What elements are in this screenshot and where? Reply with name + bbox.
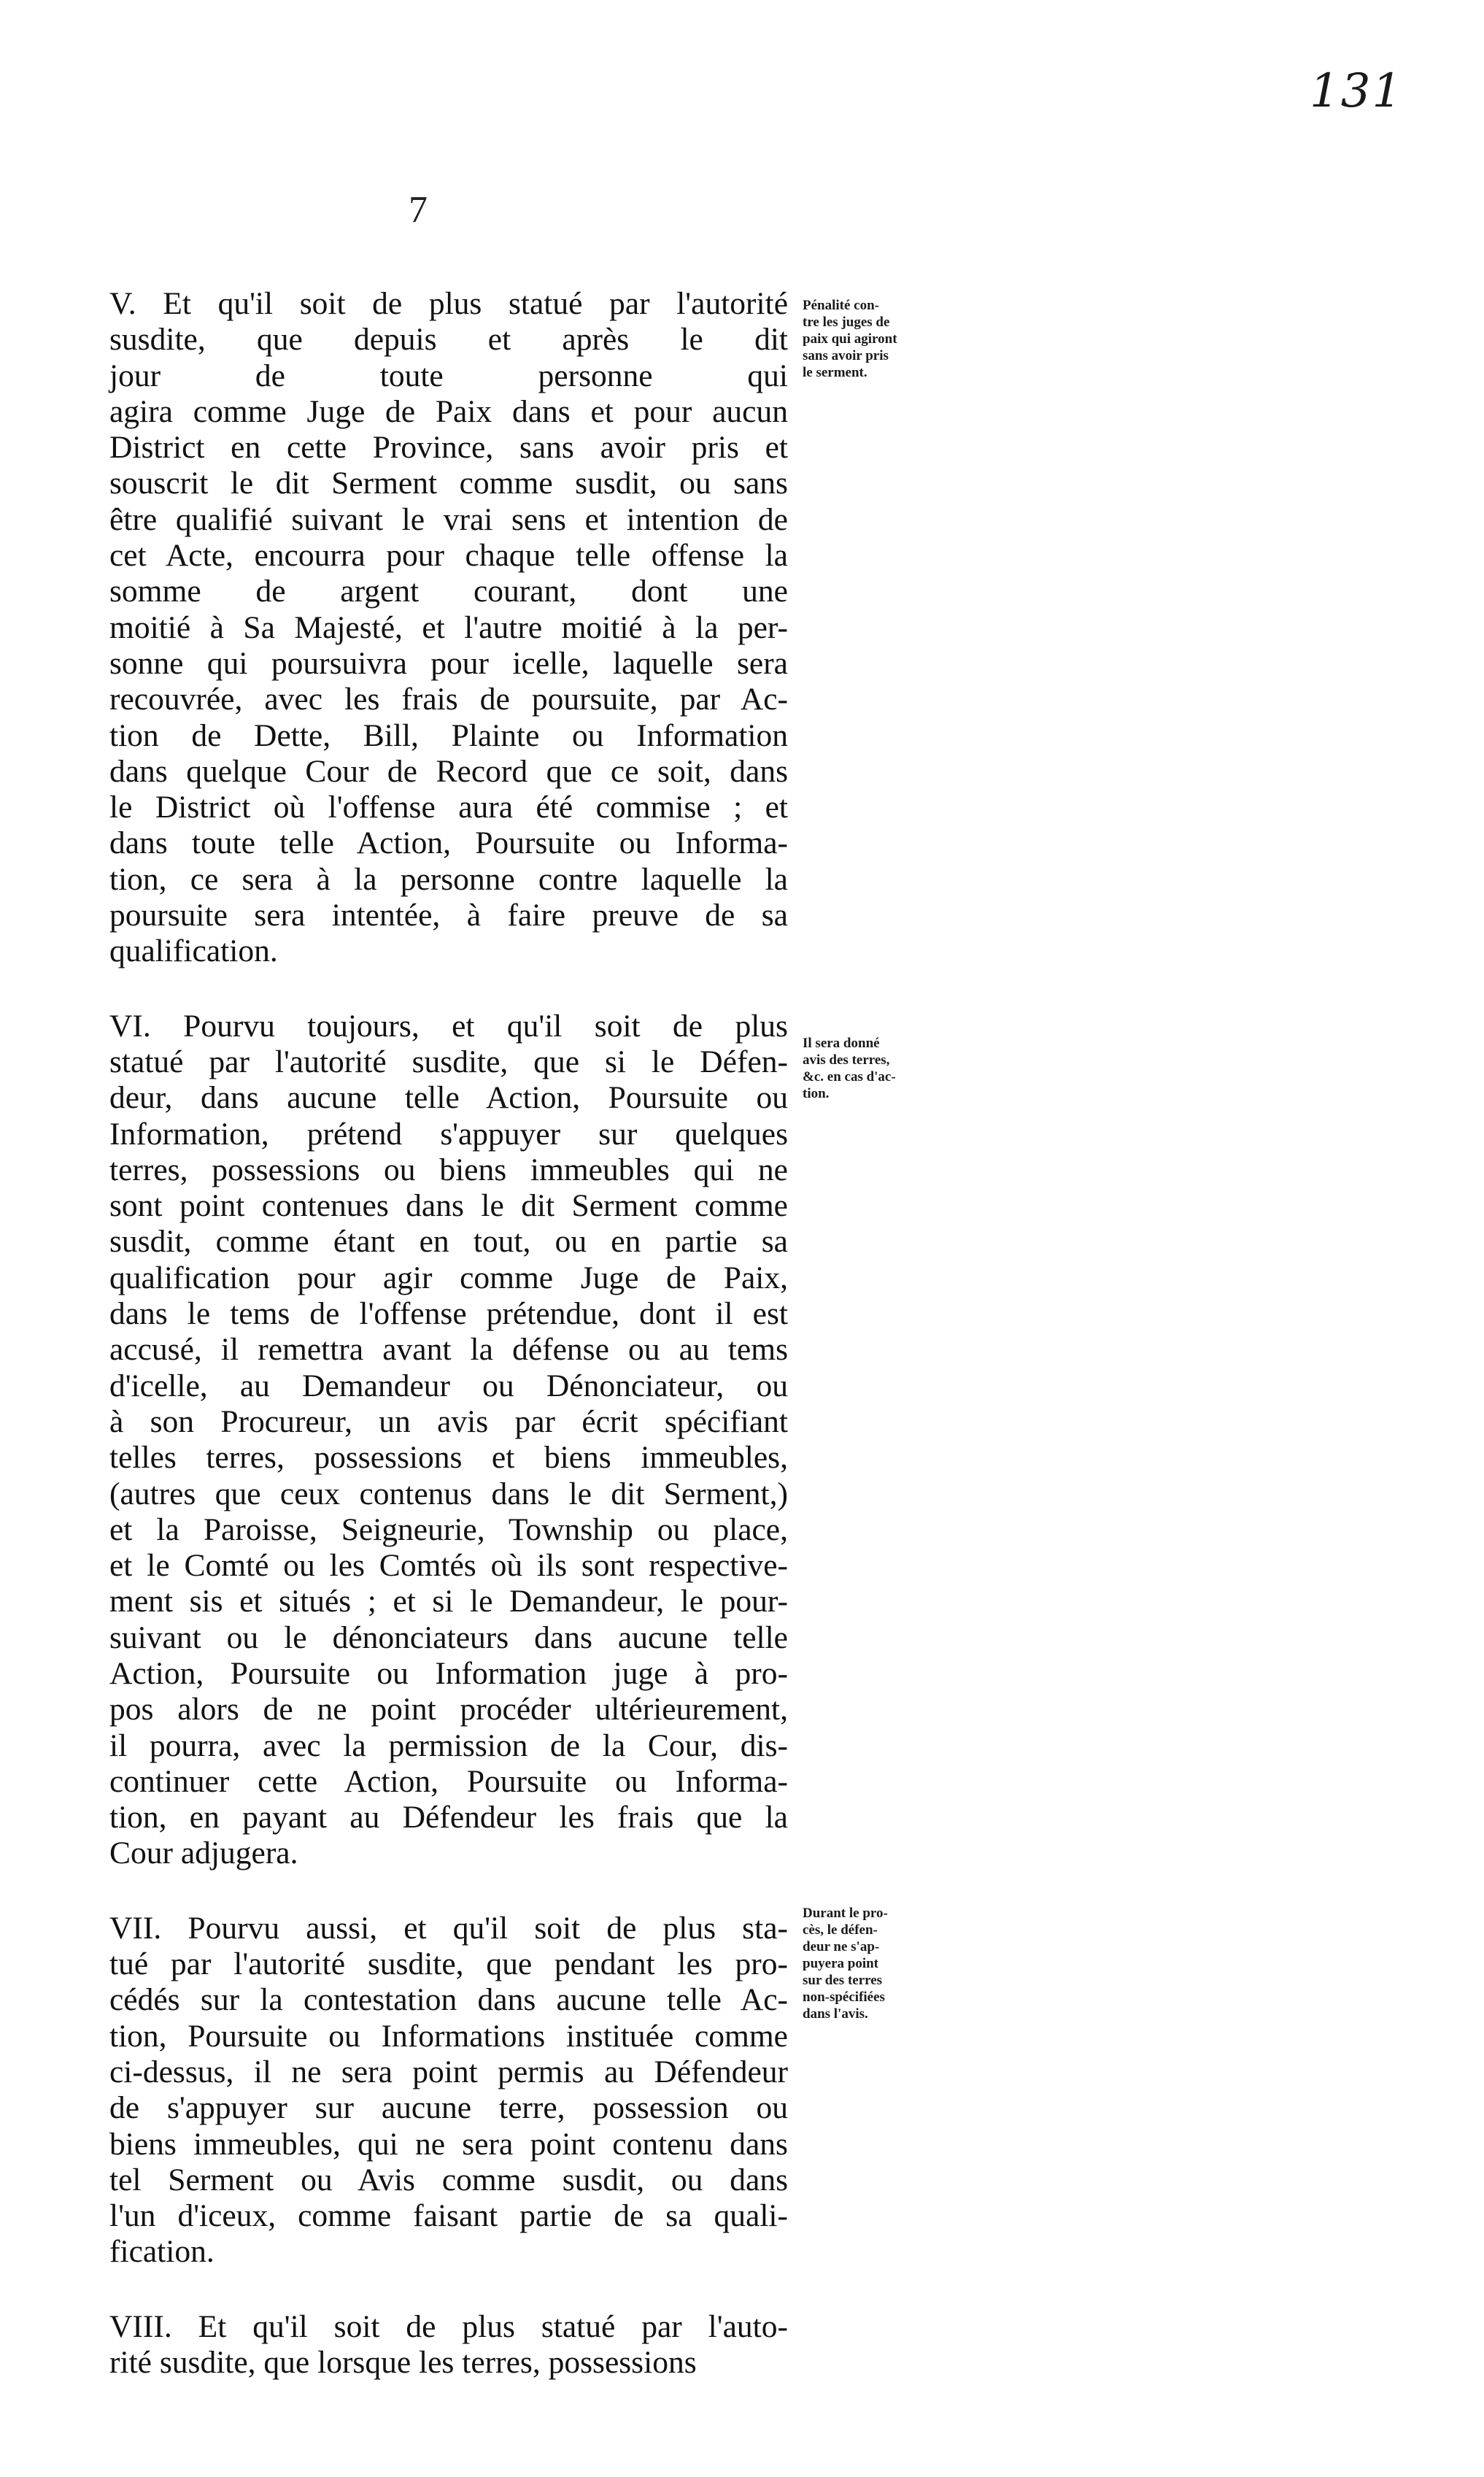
text-line: Cour adjugera. [109,1835,298,1871]
text-line: qualification pour agir comme Juge de Paix, [109,1260,788,1295]
text-line: dans quelque Cour de Record que ce soit, dans [109,753,788,789]
text-line: tel Serment ou Avis comme susdit, ou dans [109,2162,788,2197]
text-line: VI. Pourvu toujours, et qu'il soit de plus [109,1008,788,1044]
margin-note-line: paix qui agiront [803,331,897,347]
text-line: (autres que ceux contenus dans le dit Serment,) [109,1476,788,1511]
article-v [109,286,788,970]
text-line: accusé, il remettra avant la défense ou au tems [109,1332,788,1368]
margin-note-line: dans l'avis. [803,2006,868,2022]
margin-note-line: le serment. [803,365,867,380]
text-line: ment sis et situés ; et si le Demandeur, le pour- [109,1584,788,1619]
text-line: poursuite sera intentée, à faire preuve de sa [109,898,788,933]
text-line: agira comme Juge de Paix dans et pour aucun [109,393,788,429]
text-line: dans le tems de l'offense prétendue, dont il est [109,1296,788,1332]
margin-note-line: &c. en cas d'ac- [803,1069,896,1085]
text-line: deur, dans aucune telle Action, Poursuite ou [109,1080,788,1116]
text-line: le District où l'offense aura été commise ; et [109,790,788,825]
text-line: dans toute telle Action, Poursuite ou Informa- [109,825,788,861]
text-line: l'un d'iceux, comme faisant partie de sa quali- [109,2198,788,2234]
margin-note-line: sans avoir pris [803,348,889,363]
text-line: et le Comté ou les Comtés où ils sont respective- [109,1548,788,1584]
text-line: sont point contenues dans le dit Serment comme [109,1188,788,1224]
text-line: rité susdite, que lorsque les terres, possessions [109,2345,697,2381]
text-line: tion, ce sera à la personne contre laquelle la [109,861,788,897]
text-line: moitié à Sa Majesté, et l'autre moitié à la per- [109,609,788,645]
text-line: souscrit le dit Serment comme susdit, ou sans [109,466,788,501]
text-line: tion de Dette, Bill, Plainte ou Information [109,717,788,753]
text-line: susdite, que depuis et après le dit [109,322,788,358]
margin-note-penalty [803,297,897,381]
text-line: biens immeubles, qui ne sera point contenu dans [109,2126,788,2162]
text-line: Action, Poursuite ou Information juge à pro- [109,1655,788,1691]
text-line: cet Acte, encourra pour chaque telle offense la [109,538,788,574]
text-line: District en cette Province, sans avoir pris et [109,430,788,466]
text-line: qualification. [109,933,278,969]
text-line: susdit, comme étant en tout, ou en partie sa [109,1224,788,1260]
text-line: à son Procureur, un avis par écrit spécifiant [109,1403,788,1439]
margin-note-line: tion. [803,1086,830,1101]
text-line: Information, prétend s'appuyer sur quelques [109,1116,788,1152]
text-line: d'icelle, au Demandeur ou Dénonciateur, ou [109,1368,788,1403]
text-line: continuer cette Action, Poursuite ou Informa- [109,1763,788,1799]
margin-note-line: cès, le défen- [803,1922,878,1938]
text-line: être qualifié suivant le vrai sens et intention de [109,501,788,537]
margin-note-line: Il sera donné [803,1036,880,1051]
margin-note-line: deur ne s'ap- [803,1939,880,1954]
text-line: tué par l'autorité susdite, que pendant les pro- [109,1946,788,1982]
margin-note-line: sur des terres [803,1973,883,1988]
text-line: pos alors de ne point procéder ultérieurement, [109,1692,788,1727]
folio-number: 131 [1310,64,1404,118]
text-line: terres, possessions ou biens immeubles qui ne [109,1152,788,1187]
text-line: statué par l'autorité susdite, que si le Défen- [109,1044,788,1079]
text-line: tion, Poursuite ou Informations instituée comme [109,2018,788,2054]
text-line: tion, en payant au Défendeur les frais que la [109,1800,788,1835]
article-viii [109,2309,788,2381]
main-text-column [109,286,788,2381]
text-line: sonne qui poursuivra pour icelle, laquelle sera [109,645,788,681]
text-line: V. Et qu'il soit de plus statué par l'autorité [109,286,788,321]
text-line: et la Paroisse, Seigneurie, Township ou place, [109,1511,788,1547]
text-line: fication. [109,2234,215,2270]
margin-note-line: avis des terres, [803,1052,890,1068]
article-vi [109,1009,788,1872]
text-line: suivant ou le dénonciateurs dans aucune telle [109,1619,788,1655]
margin-note-line: tre les juges de [803,315,890,330]
text-line: cédés sur la contestation dans aucune telle Ac- [109,1982,788,2018]
margin-note-line: non-spécifiées [803,1989,885,2005]
text-line: VII. Pourvu aussi, et qu'il soit de plus sta- [109,1910,788,1946]
text-line: somme de argent courant, dont une [109,574,788,609]
margin-note-notice [803,1035,896,1102]
margin-note-line: Durant le pro- [803,1906,888,1921]
text-line: recouvrée, avec les frais de poursuite, par Ac- [109,682,788,717]
text-line: de s'appuyer sur aucune terre, possession ou [109,2090,788,2126]
text-line: VIII. Et qu'il soit de plus statué par l'auto- [109,2308,788,2344]
text-line: il pourra, avec la permission de la Cour, dis- [109,1727,788,1763]
margin-note-trial [803,1905,888,2022]
article-vii [109,1911,788,2270]
margin-note-line: Pénalité con- [803,298,880,313]
text-line: jour de toute personne qui [109,358,788,393]
page-number: 7 [409,189,428,231]
margin-note-line: puyera point [803,1956,878,1971]
text-line: ci-dessus, il ne sera point permis au Défendeur [109,2054,788,2089]
text-line: telles terres, possessions et biens immeubles, [109,1440,788,1476]
